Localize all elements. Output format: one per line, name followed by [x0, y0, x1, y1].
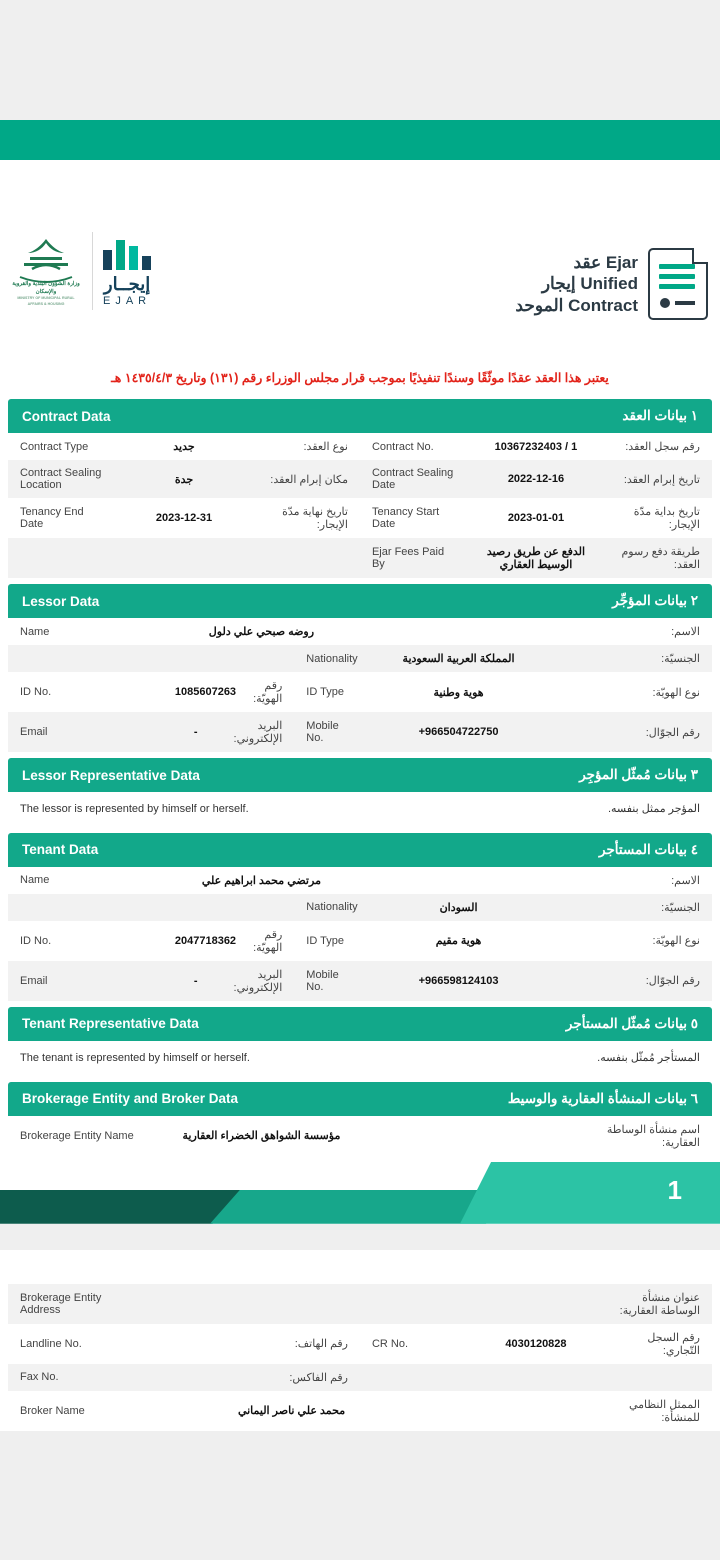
cell-label-ar: رقم السجل التّجاري: — [647, 1331, 700, 1357]
cell-value: 1085607263 — [174, 686, 237, 698]
ministry-logo-icon — [10, 233, 82, 309]
cell-label: Contract Sealing Date — [371, 467, 454, 491]
cell-value: روضه صبحي علي دلول — [208, 626, 315, 638]
section-title-en: Tenant Representative Data — [22, 1016, 199, 1032]
cell-label: Contract Type — [20, 440, 89, 453]
page-title — [515, 252, 638, 316]
page-separator — [0, 1224, 720, 1250]
cell-label: Email — [20, 974, 48, 987]
table-row — [8, 433, 712, 460]
cell-value: 2023-01-01 — [507, 512, 565, 524]
cell-label-ar: رقم الفاكس: — [289, 1371, 348, 1384]
cell-value: 2047718362 — [174, 934, 237, 947]
table-row — [8, 672, 712, 712]
table-row — [8, 1391, 712, 1431]
cell-value: 2022-12-16 — [507, 473, 565, 485]
section-title-ar: ٤ بيانات المستأجر — [599, 841, 698, 857]
legal-notice: يعتبر هذا العقد عقدًا موثّقًا وسندًا تنفيذيًا بموجب قرار مجلس الوزراء رقم (١٣١) وتاريخ ١٤٣٥/٤/٣ هـ — [111, 371, 609, 385]
cell-label: Tenancy End Date — [20, 506, 84, 530]
section-title-ar: ٦ بيانات المنشأة العقارية والوسيط — [507, 1090, 698, 1106]
document-header — [0, 220, 720, 360]
contract-page-2 — [0, 1250, 720, 1431]
table-row — [8, 867, 712, 894]
cell-label: Email — [20, 726, 48, 738]
table-row — [8, 1324, 712, 1364]
cell-label-ar: رقم الجوّال: — [645, 726, 700, 739]
section-title-ar: ٥ بيانات مُمثّل المستأجر — [565, 1015, 698, 1031]
table-row — [8, 894, 712, 921]
cell-value: محمد علي ناصر اليماني — [237, 1405, 346, 1418]
cell-value: - — [193, 726, 198, 738]
ministry-logo-label: وزارة الشؤون البلدية والقروية والإسكان MINISTRY OF MUNICIPAL RURAL AFFAIRS & HOUSING — [12, 280, 80, 306]
page2-top-spacer — [0, 1250, 720, 1284]
document-title-group — [515, 248, 708, 320]
cell-label-ar: الجنسيّة: — [661, 653, 700, 665]
title-line-3: الموحد Contract — [515, 295, 638, 315]
cell-value: 2023-12-31 — [155, 512, 213, 524]
cell-label-ar — [229, 894, 295, 921]
cell-label: Landline No. — [20, 1337, 82, 1350]
cell-value: هوية وطنية — [433, 686, 484, 699]
ejar-logo-english: EJAR — [103, 294, 152, 307]
cell-label: Name — [20, 625, 50, 638]
cell-value: +966598124103 — [418, 974, 499, 987]
section-title-en: Contract Data — [22, 408, 111, 424]
cell-label: Name — [20, 874, 50, 887]
section-title-en: Lessor Representative Data — [22, 767, 200, 783]
cell-value: +966504722750 — [418, 726, 499, 738]
cell-value — [116, 1364, 253, 1391]
cell-label: Ejar Fees Paid By — [371, 546, 445, 570]
section-header — [8, 833, 712, 867]
table-row — [8, 498, 712, 538]
table-row — [8, 645, 712, 672]
section-tenant-representative-data — [8, 1007, 712, 1076]
tenant-data-table — [8, 867, 712, 1001]
cell-label-ar: رقم الهاتف: — [294, 1338, 348, 1351]
cell-label: Tenancy Start Date — [371, 506, 440, 530]
cell-value — [116, 1324, 253, 1364]
section-header — [8, 1082, 712, 1116]
cell-value: المملكة العربية السعودية — [402, 653, 515, 665]
table-row — [8, 961, 712, 1001]
note-en: The lessor is represented by himself or herself. — [20, 803, 249, 815]
contract-data-table — [8, 433, 712, 578]
ejar-logo-arabic: إيجــار — [103, 273, 151, 294]
section-contract-data — [8, 399, 712, 578]
section-header — [8, 584, 712, 618]
cell-label: ID Type — [306, 934, 344, 947]
cell-label-ar: نوع الهويّة: — [652, 686, 700, 699]
cell-label-ar: الاسم: — [671, 874, 700, 887]
cell-label-ar: رقم الهويّة: — [253, 928, 283, 954]
cell-label-ar: اسم منشأة الوساطة العقارية: — [606, 1123, 700, 1149]
section-header — [8, 758, 712, 792]
top-spacer — [0, 0, 720, 120]
cell-label — [8, 645, 163, 672]
section-title-ar: ٣ بيانات مُمثّل المؤجِر — [579, 767, 698, 782]
cell-label: ID Type — [306, 686, 344, 698]
cell-label: CR No. — [371, 1337, 409, 1350]
cell-label-ar: البريد الإلكتروني: — [233, 968, 283, 994]
cell-label: Fax No. — [20, 1371, 59, 1384]
section-lessor-data — [8, 584, 712, 752]
cell-label-ar: رقم الجوّال: — [645, 975, 700, 988]
cell-value: السودان — [439, 901, 478, 914]
title-line-2: إيجار Unified — [541, 274, 638, 294]
cell-value: - — [193, 974, 198, 987]
section-title-en: Brokerage Entity and Broker Data — [22, 1091, 239, 1107]
teal-accent-bar — [0, 120, 720, 160]
cell-label-ar: البريد الإلكتروني: — [233, 720, 283, 745]
cell-label-ar: تاريخ إبرام العقد: — [623, 473, 700, 486]
table-row — [8, 538, 712, 578]
lessor-data-table — [8, 618, 712, 752]
section-title-en: Tenant Data — [22, 842, 99, 858]
cell-value — [116, 538, 253, 578]
cell-label-ar: رقم الهويّة: — [253, 680, 283, 705]
cell-value — [163, 645, 229, 672]
title-line-1: عقد Ejar — [573, 253, 638, 273]
cell-label — [8, 894, 163, 921]
cell-label: Contract Sealing Location — [20, 467, 102, 491]
table-row — [8, 618, 712, 645]
section-lessor-representative-data — [8, 758, 712, 827]
cell-value — [163, 894, 229, 921]
header-spacer — [0, 160, 720, 220]
representative-note — [8, 1041, 712, 1076]
brokerage-data-table — [8, 1116, 712, 1156]
page-footer-band — [0, 1162, 720, 1224]
cell-value: 10367232403 / 1 — [494, 440, 578, 453]
table-row — [8, 460, 712, 498]
cell-value: مرتضي محمد ابراهيم علي — [201, 874, 321, 887]
cell-label-ar: مكان إبرام العقد: — [270, 473, 348, 486]
contract-document-icon — [648, 248, 708, 320]
ejar-logo-icon — [103, 236, 151, 270]
cell-label: Broker Name — [20, 1404, 85, 1417]
brokerage-continued-table — [8, 1284, 712, 1431]
cell-label-ar: رقم سجل العقد: — [625, 441, 700, 453]
table-row — [8, 1116, 712, 1156]
note-en: The tenant is represented by himself or herself. — [20, 1051, 250, 1064]
section-title-ar: ٢ بيانات المؤجِّر — [612, 593, 698, 608]
cell-label: Nationality — [306, 901, 358, 914]
cell-label-ar: الجنسيّة: — [661, 901, 700, 914]
cell-label: ID No. — [20, 934, 52, 947]
cell-value: جديد — [173, 441, 195, 453]
table-row — [8, 712, 712, 752]
cell-label-ar — [252, 538, 360, 578]
section-title-en: Lessor Data — [22, 593, 100, 609]
cell-label: Mobile No. — [306, 968, 339, 993]
cell-label: Mobile No. — [306, 720, 339, 744]
representative-note — [8, 792, 712, 827]
section-tenant-data — [8, 833, 712, 1001]
cell-label — [8, 538, 116, 578]
section-brokerage-continued — [8, 1284, 712, 1431]
cell-label: ID No. — [20, 686, 52, 698]
cell-value: هوية مقيم — [435, 935, 482, 948]
cell-label: Brokerage Entity Address — [20, 1291, 102, 1316]
table-row — [8, 1364, 712, 1391]
cell-value: الدفع عن طريق رصيد الوسيط العقاري — [486, 546, 586, 571]
section-header — [8, 1007, 712, 1041]
cell-label: Contract No. — [371, 440, 434, 453]
cell-label-ar: تاريخ بداية مدّة الإيجار: — [633, 506, 700, 531]
cell-label-ar: الاسم: — [671, 626, 700, 638]
cell-value — [116, 1284, 253, 1324]
section-header — [8, 399, 712, 433]
cell-label-ar — [229, 645, 295, 672]
table-row — [8, 921, 712, 961]
cell-label-ar: طريقة دفع رسوم العقد: — [621, 546, 700, 571]
table-row — [8, 1284, 712, 1324]
cell-label: Brokerage Entity Name — [20, 1129, 134, 1142]
cell-label-ar: نوع العقد: — [303, 441, 348, 453]
cell-label-ar: نوع الهويّة: — [652, 935, 700, 948]
cell-value: 4030120828 — [505, 1337, 567, 1350]
cell-label-ar: الممثل النظامي للمنشأة: — [629, 1398, 700, 1424]
logos-group — [10, 232, 151, 310]
page-number: 1 — [667, 1174, 682, 1205]
cell-label-ar: تاريخ نهاية مدّة الإيجار: — [282, 506, 348, 531]
logo-divider — [92, 232, 93, 310]
section-brokerage-entity-and-broker-data — [8, 1082, 712, 1156]
ejar-logo — [103, 236, 151, 307]
section-title-ar: ١ بيانات العقد — [622, 408, 698, 423]
cell-value: جدة — [174, 473, 194, 486]
cell-label-ar: عنوان منشأة الوساطة العقارية: — [619, 1291, 700, 1317]
cell-value: مؤسسة الشواهق الخضراء العقارية — [182, 1130, 341, 1143]
note-ar: المستأجر مُمثّل بنفسه. — [597, 1051, 700, 1064]
cell-label: Nationality — [306, 652, 358, 665]
note-ar: المؤجر ممثل بنفسه. — [607, 803, 700, 815]
